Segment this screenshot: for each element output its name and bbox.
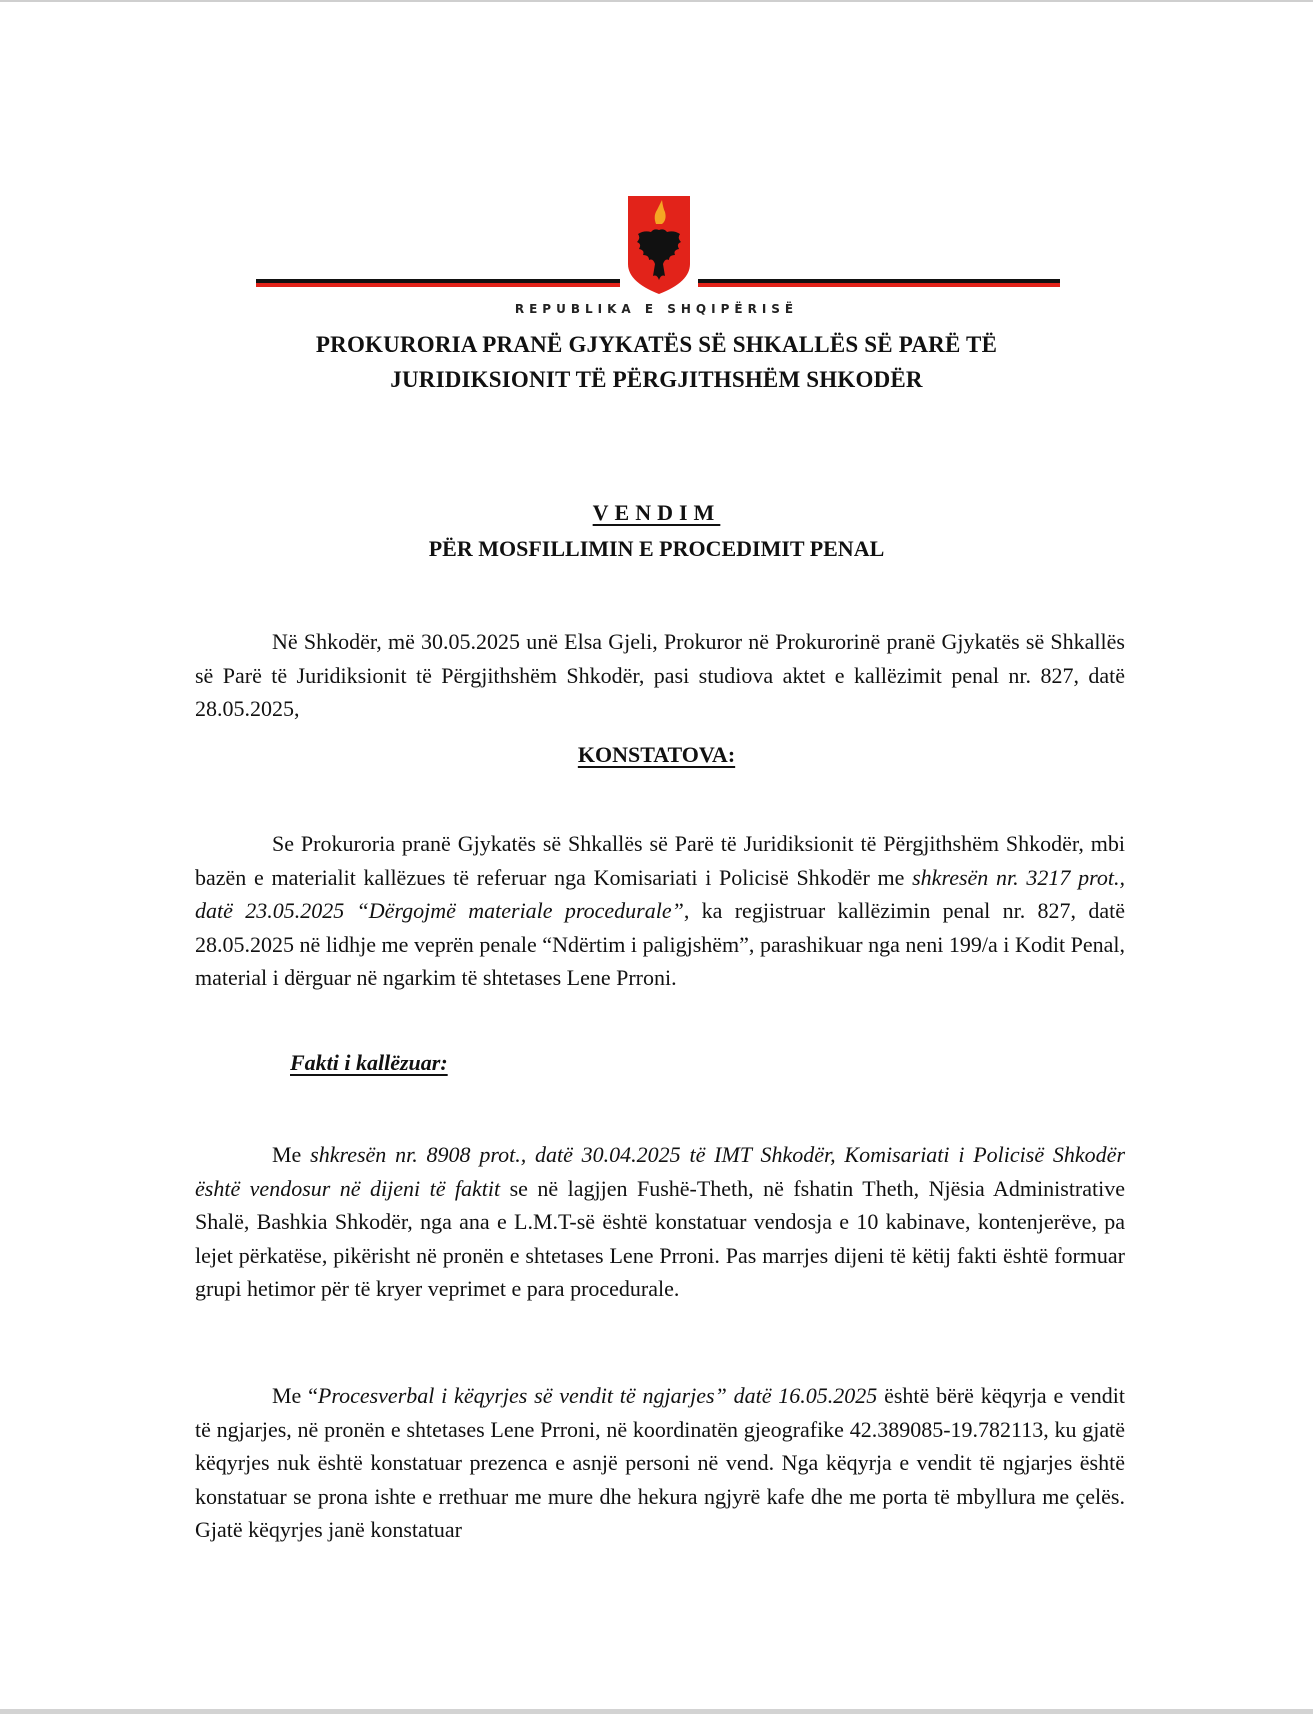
section-heading-konstatova-text: KONSTATOVA: [577,742,736,767]
text-run: Se Prokuroria pranë Gjykatës së Shkallës së Parë të Juridiksionit të Përgjithshëm Shkodër, mbi bazën e materialit kallëzues të referuar nga Komisariati i Policisë Shkodër me [195,831,1125,890]
republic-label: REPUBLIKA E SHQIPËRISË [514,302,799,316]
inspection-paragraph [195,1379,1125,1547]
letterhead [0,0,1313,400]
document-subtitle: PËR MOSFILLIMIN E PROCEDIMIT PENAL [428,536,885,561]
document-title [0,500,1313,526]
italic-reference: Procesverbal i këqyrjes së vendit të ngjarjes” datë 16.05.2025 [317,1383,878,1408]
text-run: Me [272,1142,311,1167]
text-run: se në lagjjen Fushë-Theth, në fshatin Theth, Njësia Administrative Shalë, Bashkia Shkodër, nga ana e L.M.T-së është konstatuar vendosja e 10 kabinave, kontenjerëve, pa lejet përkatëse, pikërisht në pronën e shtetases Lene Prroni. Pas marrjes dijeni të këtij fakti është formuar grupi hetimor për të kryer veprimet e para procedurale. [195,1175,1126,1301]
albanian-coat-of-arms-icon [626,194,692,296]
institution-line-2: JURIDIKSIONIT TË PËRGJITHSHËM SHKODËR [390,367,923,392]
intro-paragraph: Në Shkodër, më 30.05.2025 unë Elsa Gjeli, Prokuror në Prokurorinë pranë Gjykatës së Shkallës së Parë të Juridiksionit të Përgjithshëm Shkodër, pasi studiova aktet e kallëzimit penal nr. 827, datë 28.05.2025, [195,629,1125,721]
section-heading-konstatova [0,742,1313,768]
facts-paragraph [195,1138,1125,1306]
header-rule-right [698,279,1060,287]
document-title-text: VENDIM [592,500,721,525]
registration-paragraph [195,827,1125,995]
text-run: është bërë këqyrja e vendit të ngjarjes, në pronën e shtetases Lene Prroni, në koordinatën gjeografike 42.389085-19.782113, ku gjatë këqyrjes nuk është konstatuar prezenca e asnjë personi në vend. Nga këqyrja e vendit të ngjarjes është konstatuar se prona ishte e rrethuar me mure dhe hekura ngjyrë kafe dhe me porta të mbyllura me çelës. Gjatë këqyrjes janë konstatuar [195,1383,1126,1542]
text-run: , ka regjistruar kallëzimin penal nr. 827, datë 28.05.2025 në lidhje me veprën penale “Ndërtim i paligjshëm”, parashikuar nga neni 199/a i Kodit Penal, material i dërguar në ngarkim të shtetases Lene Prroni. [195,898,1125,990]
page-bottom-edge [0,1709,1313,1714]
text-run: Me “ [272,1383,318,1408]
institution-line-1: PROKURORIA PRANË GJYKATËS SË SHKALLËS SË PARË TË [315,332,998,357]
header-rule-left [256,279,620,287]
italic-reference: shkresën nr. 8908 prot., datë 30.04.2025 të IMT Shkodër, Komisariati i Policisë Shkodër është vendosur në dijeni të faktit [195,1142,1126,1201]
institution-name [0,327,1313,397]
italic-reference: shkresën nr. 3217 prot., datë 23.05.2025 “Dërgojmë materiale procedurale” [195,864,1125,923]
section-heading-fakti: Fakti i kallëzuar: [290,1050,448,1075]
